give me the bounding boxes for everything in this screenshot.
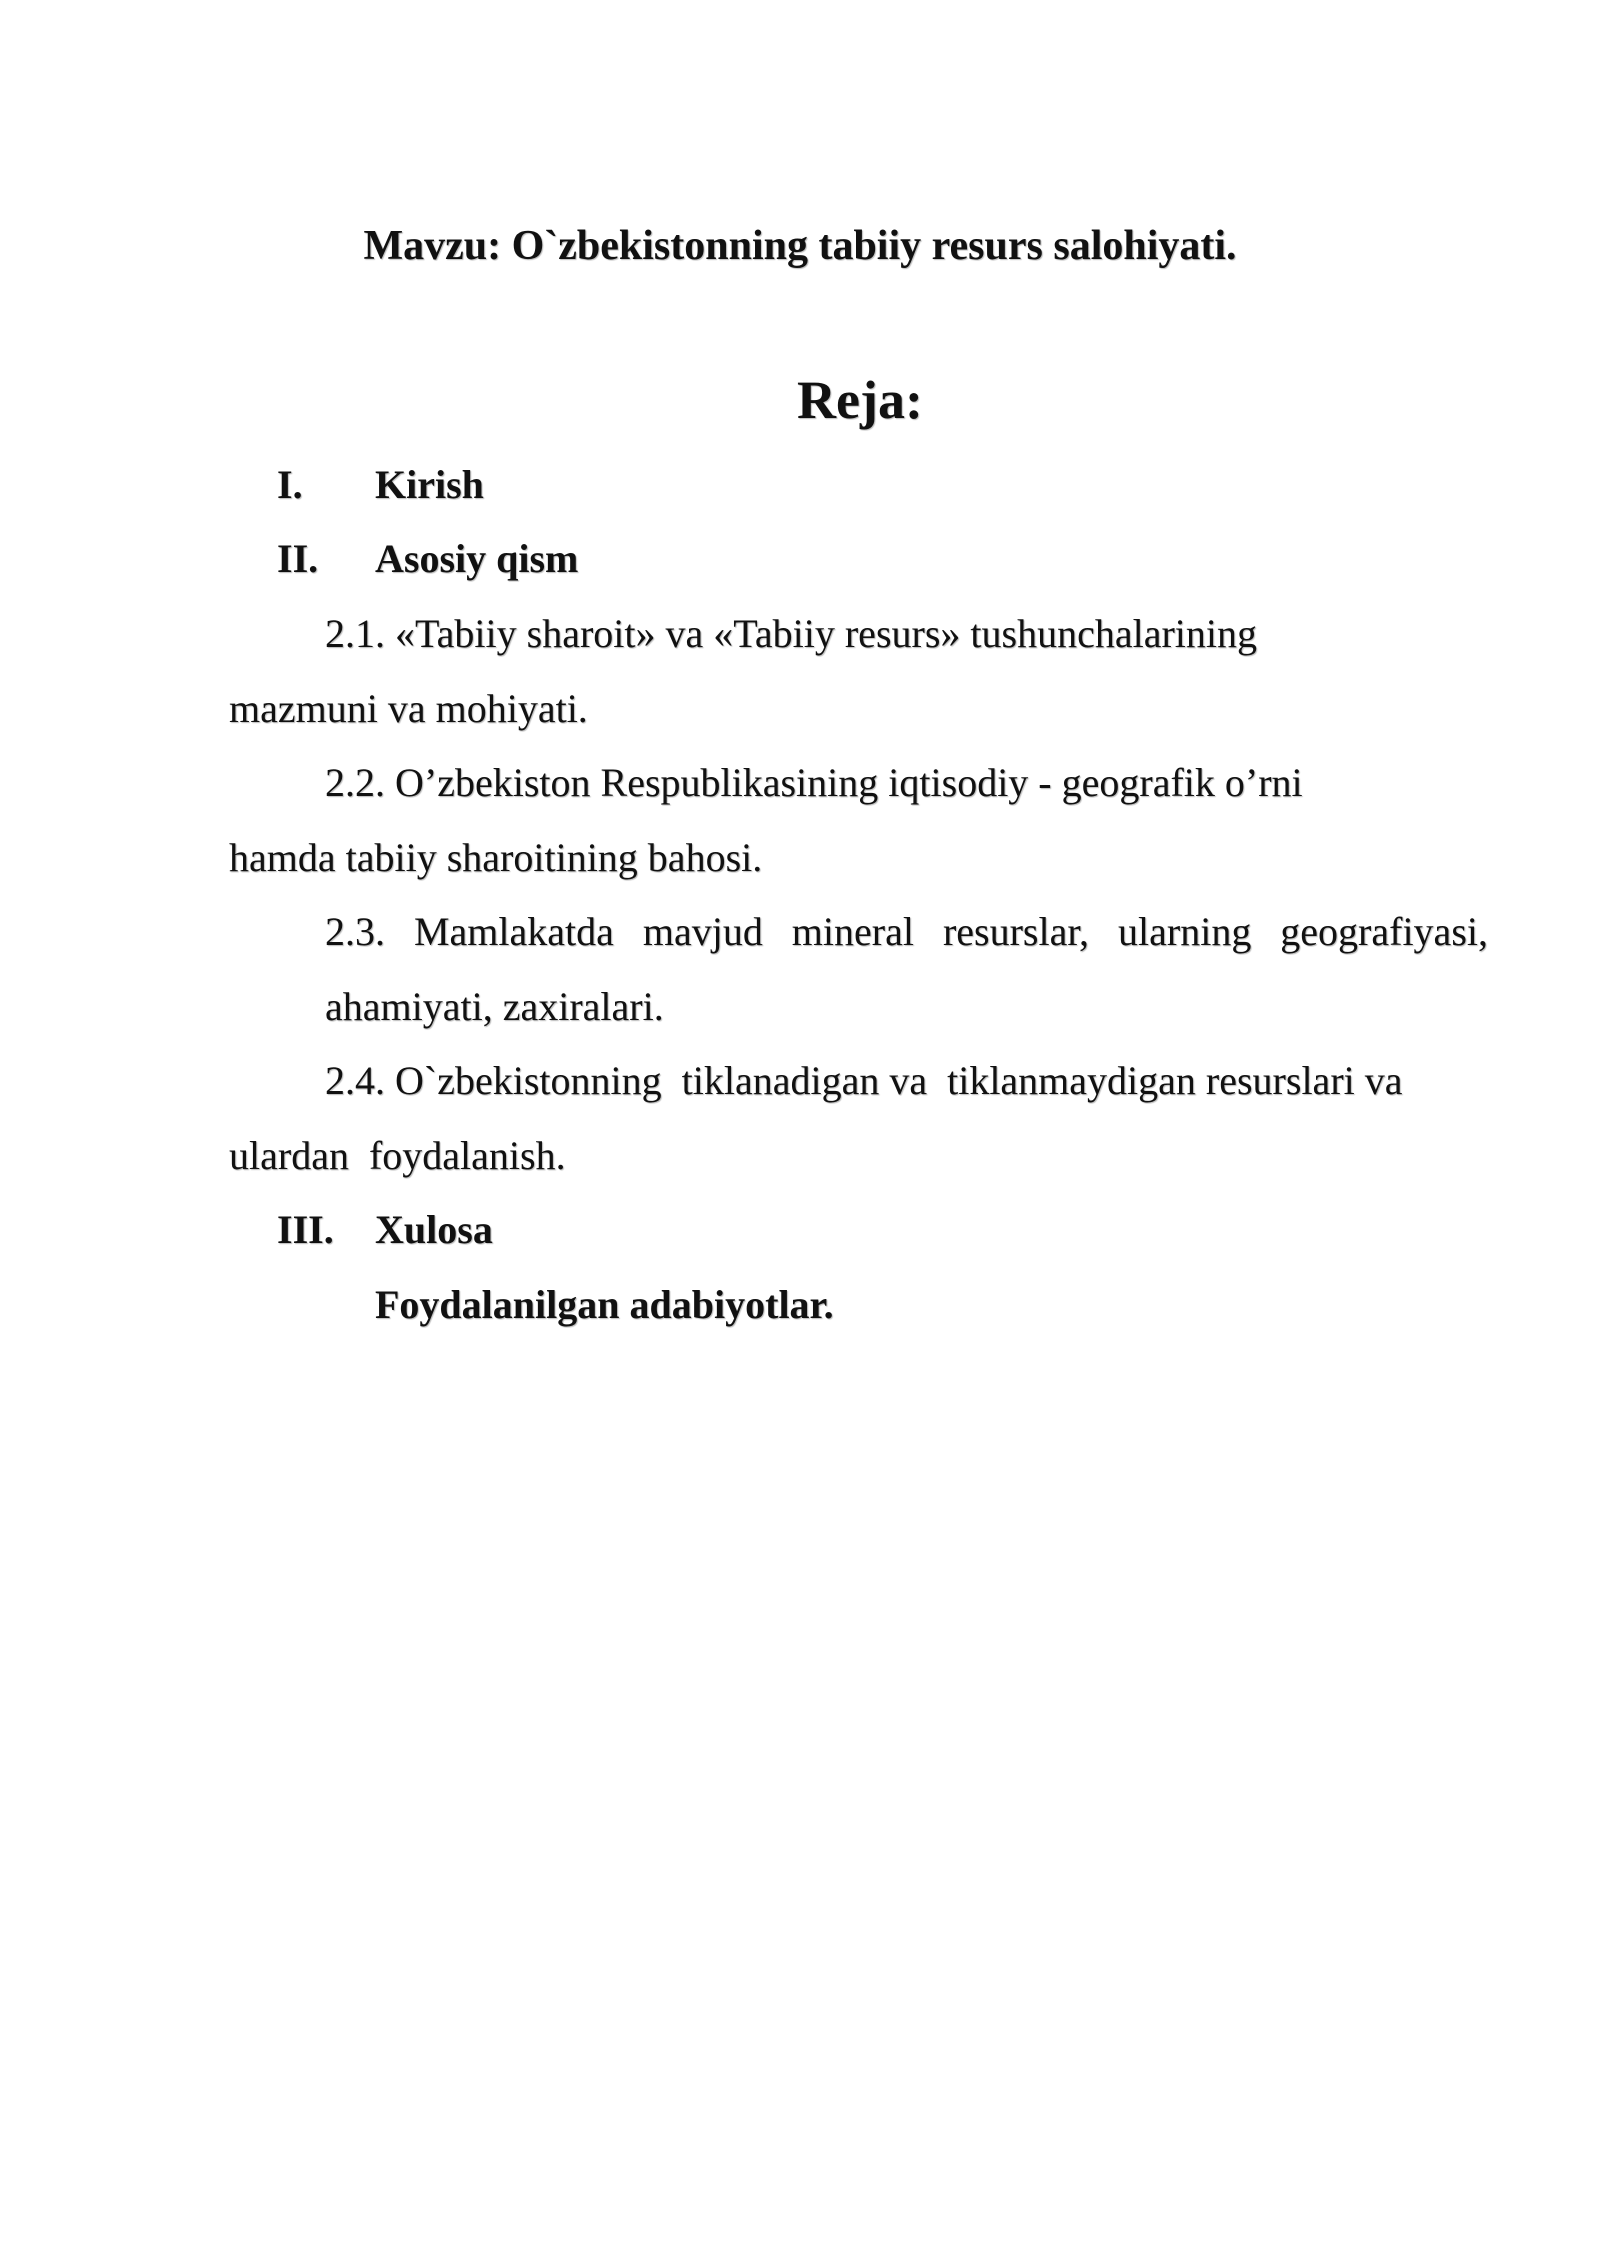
section-title-2: Asosiy qism — [375, 536, 579, 581]
references-heading: Foydalanilgan adabiyotlar. — [375, 1282, 834, 1327]
subsection-2-1-line1: 2.1. «Tabiiy sharoit» va «Tabiiy resurs» tushunchalarining — [325, 611, 1257, 656]
subsection-2-2-line2: hamda tabiiy sharoitining bahosi. — [229, 835, 763, 880]
subsection-2-4-line2: ulardan foydalanish. — [229, 1133, 566, 1178]
subsection-2-3-line2: ahamiyati, zaxiralari. — [325, 984, 664, 1029]
subsection-2-1-line2: mazmuni va mohiyati. — [229, 686, 588, 731]
subsection-2-4-line1: 2.4. O`zbekistonning tiklanadigan va tiklanmaydigan resurslari va — [325, 1058, 1403, 1103]
subsection-2-3-line1: 2.3. Mamlakatda mavjud mineral resurslar, ularning geografiyasi, — [325, 909, 1488, 954]
section-title-3: Xulosa — [375, 1207, 493, 1252]
section-title-1: Kirish — [375, 462, 484, 507]
subsection-2-2-line1: 2.2. O’zbekiston Respublikasining iqtisodiy - geografik o’rni — [325, 760, 1303, 805]
section-numeral-2: II. — [277, 536, 319, 581]
plan-heading: Reja: — [797, 370, 923, 430]
section-numeral-1: I. — [277, 462, 303, 507]
section-numeral-3: III. — [277, 1207, 334, 1252]
subject-title: Mavzu: O`zbekistonning tabiiy resurs salohiyati. — [363, 223, 1237, 269]
